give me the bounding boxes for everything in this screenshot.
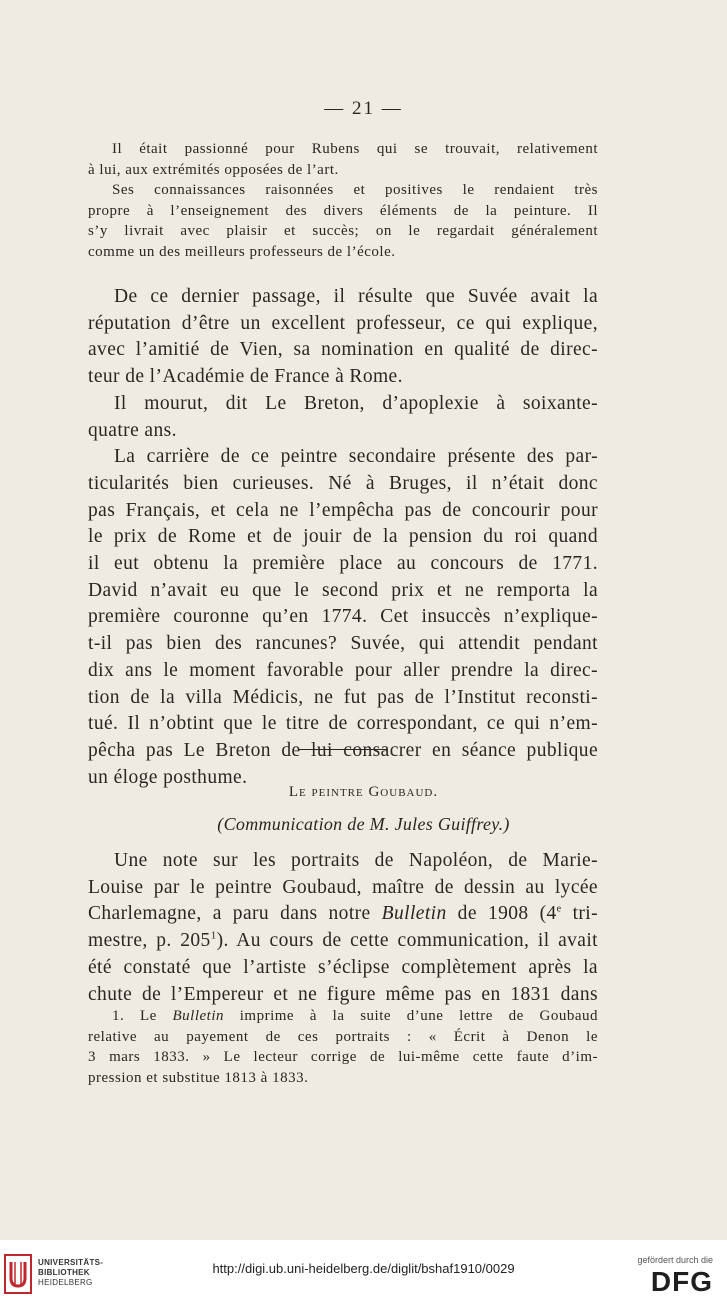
text-line: pas Français, et cela ne l’empêcha pas de concourir pour: [88, 499, 598, 521]
text-line: pêcha pas Le Breton de lui consacrer en séance publique: [88, 739, 598, 761]
body-text: [88, 284, 598, 791]
text-line: quatre ans.: [88, 419, 177, 441]
bulletin-title: Bulletin: [172, 1008, 225, 1024]
text-line: Ses connaissances raisonnées et positives le rendaient très: [112, 182, 598, 199]
text-line: mestre, p. 205$^1$). Au cours de cette communication, il avait: [88, 929, 598, 952]
footnote-ref[interactable]: 1: [210, 929, 217, 942]
text-line: le prix de Rome et de jouir de la pension du roi quand: [88, 526, 598, 548]
text-line: été constaté que l’artiste s’éclipse complètement après la: [88, 956, 598, 978]
communication-credit: (Communication de M. Jules Guiffrey.): [217, 814, 510, 834]
library-name-line: UNIVERSITÄTS-: [38, 1258, 104, 1267]
text-line: avec l’amitié de Vien, sa nomination en qualité de direc-: [88, 339, 598, 361]
text-line: s’y livrait avec plaisir et succès; on le regardait généralement: [88, 223, 598, 240]
text-line: De ce dernier passage, il résulte que Suvée avait la: [114, 286, 598, 307]
text-line: teur de l’Académie de France à Rome.: [88, 366, 403, 388]
text-line: relative au payement de ces portraits : « Écrit à Denon le: [88, 1028, 598, 1045]
text-line: un éloge posthume.: [88, 766, 248, 788]
dfg-logo: DFG: [650, 1266, 713, 1297]
text-line: Louise par le peintre Goubaud, maître de dessin au lycée: [88, 876, 598, 898]
text-line: chute de l’Empereur et ne figure même pas en 1831 dans: [88, 983, 598, 1005]
section-divider: [299, 749, 388, 750]
funded-by-label: gefördert durch die: [637, 1255, 713, 1265]
bulletin-title: Bulletin: [381, 903, 447, 925]
text-line: t-il pas bien des rancunes? Suvée, qui attendit pendant: [88, 633, 598, 655]
text-line: Il mourut, dit Le Breton, d’apoplexie à soixante-: [114, 392, 598, 414]
text-line: Une note sur les portraits de Napoléon, de Marie-: [114, 850, 598, 871]
text-line: première couronne qu’en 1774. Cet insuccès n’explique-: [88, 606, 598, 628]
library-name-line: BIBLIOTHEK: [38, 1268, 90, 1277]
text-line: Charlemagne, a paru dans notre Bulletin de 1908 (4e tri-: [88, 903, 598, 925]
text-line: à lui, aux extrémités opposées de l’art.: [88, 161, 339, 178]
text-line: tion de la villa Médicis, ne fut pas de l’Institut reconsti-: [88, 686, 598, 708]
text-line: 1. Le Bulletin imprime à la suite d’une lettre de Goubaud: [112, 1008, 599, 1024]
library-name-line: HEIDELBERG: [38, 1278, 93, 1287]
text-line: David n’avait eu que le second prix et ne remporta la: [88, 579, 598, 601]
text-line: pression et substitue 1813 à 1833.: [88, 1069, 309, 1086]
text-line: dix ans le moment favorable pour aller prendre la direc-: [88, 659, 598, 681]
text-line: La carrière de ce peintre secondaire présente des par-: [114, 446, 598, 468]
text-line: réputation d’être un excellent professeur, ce qui explique,: [88, 312, 598, 334]
permalink-url[interactable]: http://digi.ub.uni-heidelberg.de/diglit/bshaf1910/0029: [212, 1261, 515, 1276]
text-line: Il était passionné pour Rubens qui se trouvait, relativement: [112, 141, 598, 157]
text-line: comme un des meilleurs professeurs de l’école.: [88, 243, 396, 260]
section-body: [88, 848, 598, 1008]
text-line: ticularités bien curieuses. Né à Bruges, il n’était donc: [88, 472, 598, 494]
text-line: il eut obtenu la première place au concours de 1771.: [88, 553, 598, 575]
quote-block: [88, 139, 598, 263]
footnote: [88, 1006, 598, 1088]
page-number: — 21 —: [324, 98, 403, 119]
section-title: Le peintre Goubaud.: [288, 784, 439, 800]
text-line: tué. Il n’obtint que le titre de correspondant, ce qui n’em-: [88, 713, 598, 735]
text-line: 3 mars 1833. » Le lecteur corrige de lui-même cette faute d’im-: [88, 1049, 598, 1066]
text-line: propre à l’enseignement des divers éléments de la peinture. Il: [88, 202, 598, 219]
